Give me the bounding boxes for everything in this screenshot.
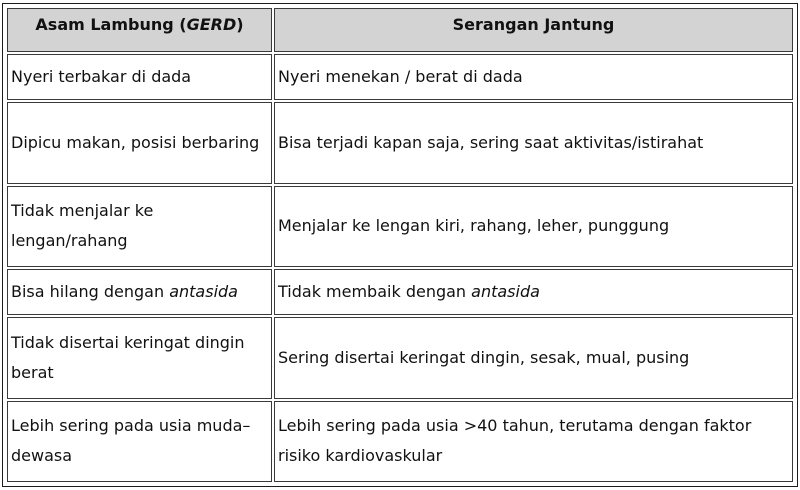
header-heart-attack: Serangan Jantung	[274, 8, 793, 52]
cell-gerd: Dipicu makan, posisi berbaring	[7, 102, 272, 183]
cell-gerd: Tidak menjalar ke lengan/rahang	[7, 186, 272, 267]
cell-gerd-italic: antasida	[169, 282, 238, 302]
table-row	[7, 317, 793, 398]
table-row	[7, 401, 793, 482]
cell-gerd: Lebih sering pada usia muda–dewasa	[7, 401, 272, 482]
header-gerd-prefix: Asam Lambung (	[35, 15, 187, 34]
cell-gerd: Nyeri terbakar di dada	[7, 54, 272, 100]
cell-heart-attack: Menjalar ke lengan kiri, rahang, leher, punggung	[274, 186, 793, 267]
cell-gerd	[7, 269, 272, 315]
header-gerd-abbr: GERD	[186, 15, 237, 34]
gerd-vs-heart-attack-table	[5, 6, 795, 484]
cell-heart-attack: Lebih sering pada usia >40 tahun, terutama dengan faktor risiko kardiovaskular	[274, 401, 793, 482]
header-gerd-suffix: )	[236, 15, 244, 34]
cell-gerd-text: Bisa hilang dengan	[11, 282, 170, 302]
cell-heart-attack	[274, 269, 793, 315]
cell-heart-attack: Bisa terjadi kapan saja, sering saat aktivitas/istirahat	[274, 102, 793, 183]
table-body	[7, 54, 793, 482]
header-row	[7, 8, 793, 52]
cell-gerd: Tidak disertai keringat dingin berat	[7, 317, 272, 398]
cell-heart-attack: Nyeri menekan / berat di dada	[274, 54, 793, 100]
table-row	[7, 102, 793, 183]
header-gerd	[7, 8, 272, 52]
cell-heart-attack: Sering disertai keringat dingin, sesak, mual, pusing	[274, 317, 793, 398]
cell-heart-attack-text: Tidak membaik dengan	[278, 282, 472, 302]
table-row	[7, 54, 793, 100]
cell-heart-attack-italic: antasida	[471, 282, 540, 302]
table-header	[7, 8, 793, 52]
table-row	[7, 186, 793, 267]
comparison-table-frame	[2, 3, 798, 487]
table-row	[7, 269, 793, 315]
